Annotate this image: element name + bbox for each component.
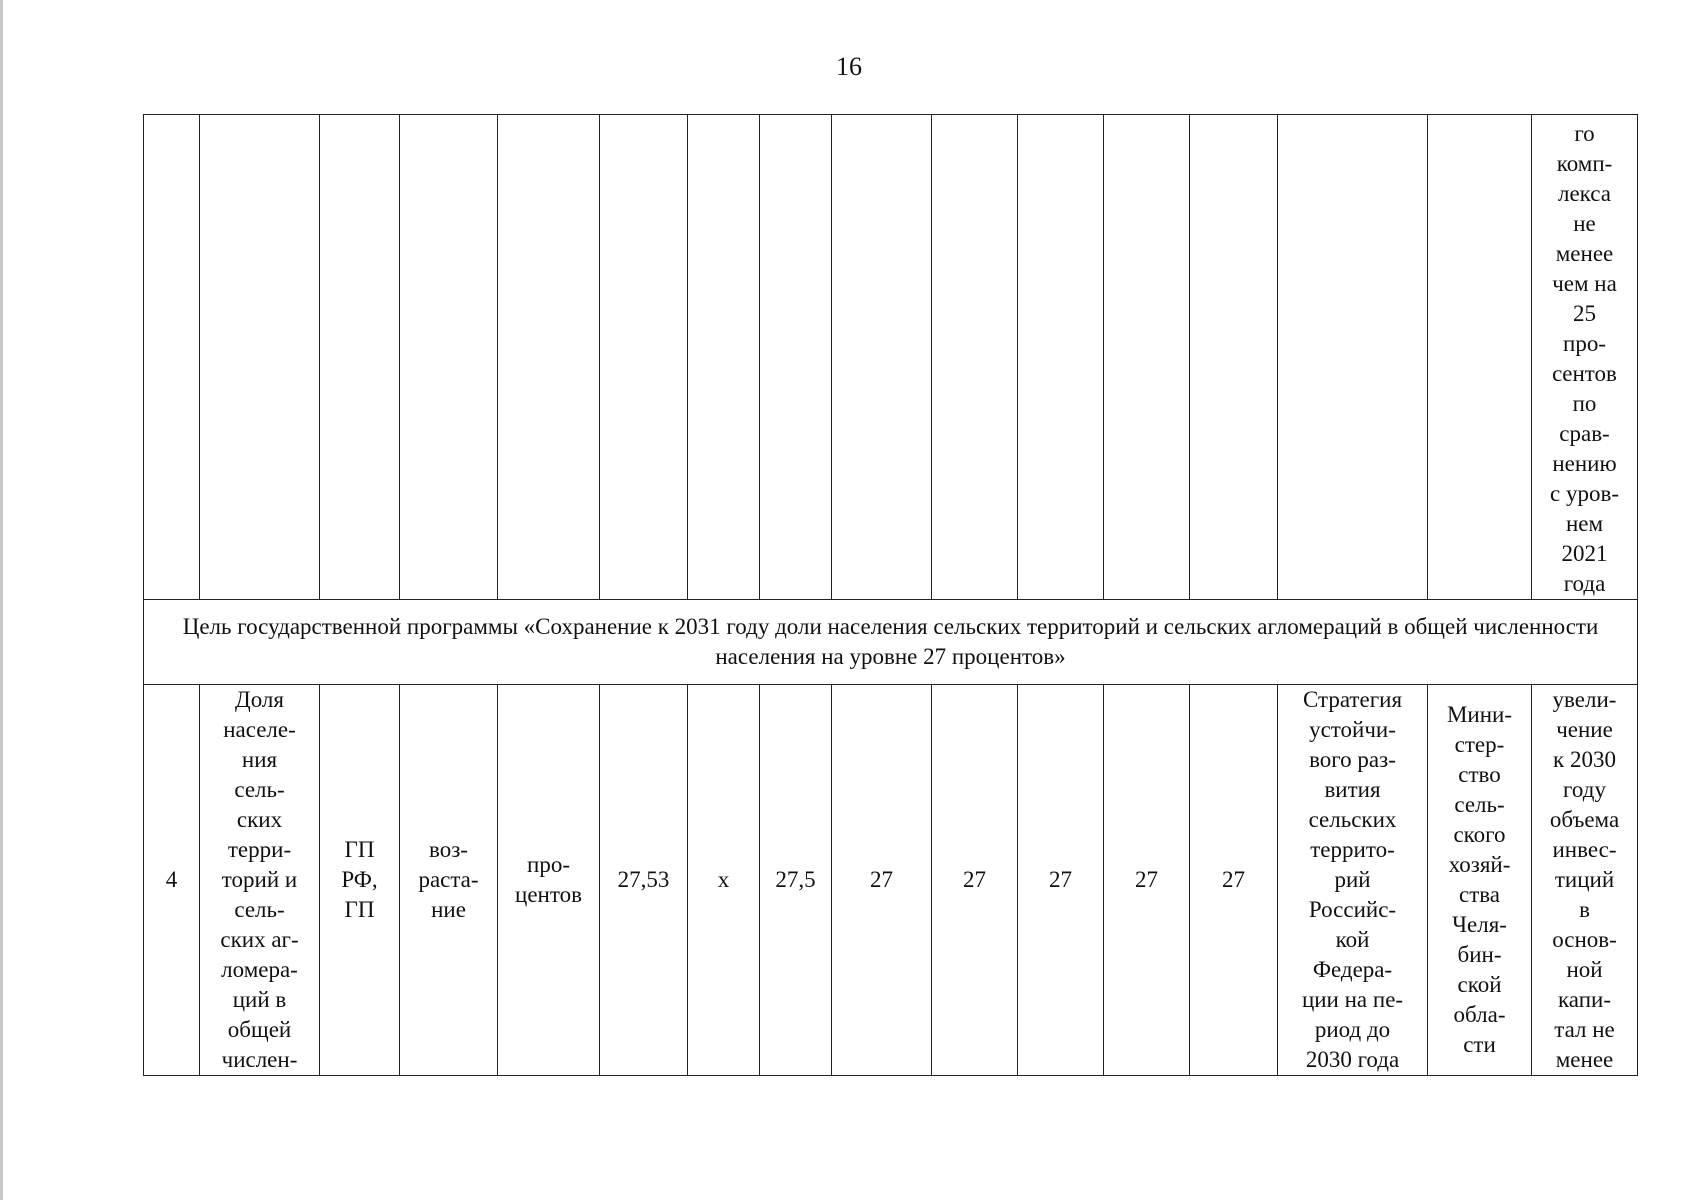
table-cell (498, 115, 600, 600)
indicator-value: 27 (1190, 685, 1278, 1076)
table-cell (760, 115, 832, 600)
table-cell (320, 115, 400, 600)
indicator-level: ГП РФ, ГП (320, 685, 400, 1076)
indicator-value: 27 (1104, 685, 1190, 1076)
table-cell (832, 115, 932, 600)
table-cell (144, 115, 200, 600)
table-cell (1104, 115, 1190, 600)
table-cell (400, 115, 498, 600)
table-cell (1278, 115, 1428, 600)
indicator-value: 27 (832, 685, 932, 1076)
indicator-value: 27,5 (760, 685, 832, 1076)
indicator-link: увели- чение к 2030 году объема инвес- тиций в основ- ной капи- тал не менее (1532, 685, 1638, 1076)
indicator-unit: про- центов (498, 685, 600, 1076)
indicator-value: 27 (932, 685, 1018, 1076)
table-cell (1428, 115, 1532, 600)
table-cell (200, 115, 320, 600)
table-cell (932, 115, 1018, 600)
page-number: 16 (836, 52, 862, 81)
indicator-value: x (688, 685, 760, 1076)
indicator-direction: воз- раста- ние (400, 685, 498, 1076)
table-cell (600, 115, 688, 600)
table-row-indicator-4 (144, 685, 1638, 1076)
indicator-number: 4 (144, 685, 200, 1076)
indicator-value: 27 (1018, 685, 1104, 1076)
indicator-responsible: Мини- стер- ство сель- ского хозяй- ства Челя- бин- ской обла- сти (1428, 685, 1532, 1076)
table-cell (1018, 115, 1104, 600)
indicators-table (143, 114, 1638, 1076)
program-goal-cell: Цель государственной программы «Сохранение к 2031 году доли населения сельских территорий и сельских агломераций в общей численности населения на уровне 27 процентов» (144, 600, 1638, 685)
table-row-goal (144, 600, 1638, 685)
indicator-name: Доля населе- ния сель- ских терри- торий и сель- ских аг- ломера- ций в общей числен- (200, 685, 320, 1076)
indicator-base-value: 27,53 (600, 685, 688, 1076)
continuation-link-cell: го комп- лекса не менее чем на 25 про- cентов по срав- нению с уров- нем 2021 года (1532, 115, 1638, 600)
table-cell (688, 115, 760, 600)
table-cell (1190, 115, 1278, 600)
scan-edge (0, 0, 3, 1200)
table-row-continuation (144, 115, 1638, 600)
indicator-document: Стратегия устойчи- вого раз- вития сельских террито- рий Российс- кой Федера- ции на пе- риод до 2030 года (1278, 685, 1428, 1076)
